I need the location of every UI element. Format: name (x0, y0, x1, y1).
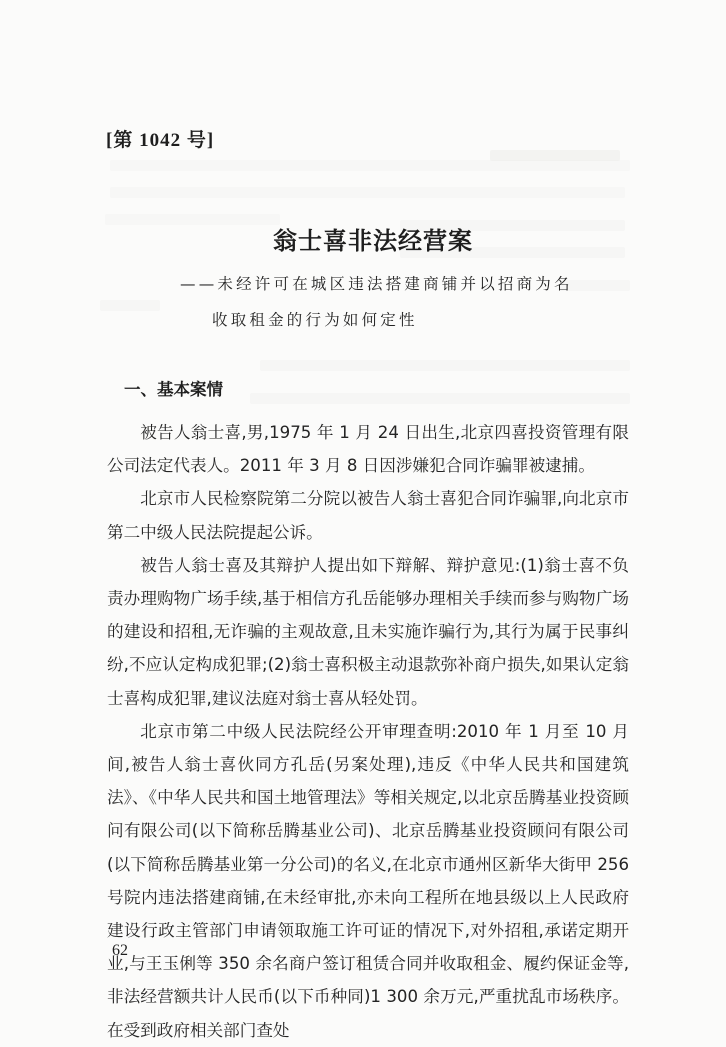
subtitle-line-2: 收取租金的行为如何定性 (212, 311, 418, 329)
page-title: 翁士喜非法经营案 (273, 226, 473, 255)
subtitle (180, 266, 573, 338)
body-text (107, 416, 629, 1047)
paragraph: 北京市人民检察院第二分院以被告人翁士喜犯合同诈骗罪,向北京市第二中级人民法院提起公诉。 (107, 489, 629, 542)
case-number: [第 1042 号] (106, 130, 215, 151)
page-number: 62 (112, 942, 128, 959)
paragraph: 被告人翁士喜及其辩护人提出如下辩解、辩护意见:(1)翁士喜不负责办理购物广场手续,基于相信方孔岳能够办理相关手续而参与购物广场的建设和招租,无诈骗的主观故意,且未实施诈骗行为,其行为属于民事纠纷,不应认定构成犯罪;(2)翁士喜积极主动退款弥补商户损失,如果认定翁士喜构成犯罪,建议法庭对翁士喜从轻处罚。 (107, 555, 629, 708)
paragraph: 被告人翁士喜,男,1975 年 1 月 24 日出生,北京四喜投资管理有限公司法定代表人。2011 年 3 月 8 日因涉嫌犯合同诈骗罪被逮捕。 (107, 423, 629, 476)
section-heading: 一、基本案情 (124, 380, 223, 399)
subtitle-line-1: ——未经许可在城区违法搭建商铺并以招商为名 (180, 275, 573, 293)
paragraph: 北京市第二中级人民法院经公开审理查明:2010 年 1 月至 10 月间,被告人翁士喜伙同方孔岳(另案处理),违反《中华人民共和国建筑法》、《中华人民共和国土地管理法》等相关规定,以北京岳腾基业投资顾问有限公司(以下简称岳腾基业公司)、北京岳腾基业投资顾问有限公司(以下简称岳腾基业第一分公司)的名义,在北京市通州区新华大街甲 256 号院内违法搭建商铺,在未经审批,亦未向工程所在地县级以上人民政府建设行政主管部门申请领取施工许可证的情况下,对外招租,承诺定期开业,与王玉俐等 350 余名商户签订租赁合同并收取租金、履约保证金等,非法经营额共计人民币(以下币种同)1 300 余万元,严重扰乱市场秩序。在受到政府相关部门查处 (107, 721, 629, 1040)
